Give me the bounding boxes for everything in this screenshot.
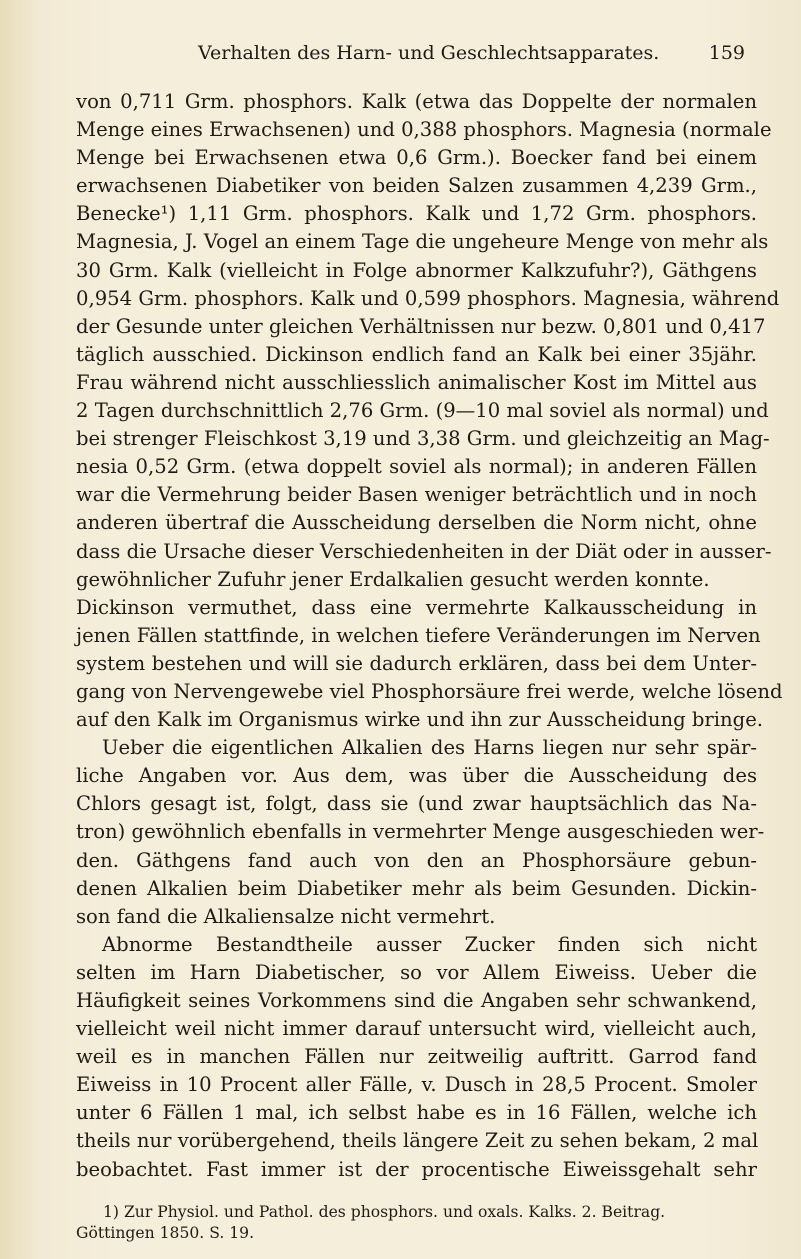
text-line: der Gesunde unter gleichen Verhältnissen nur bezw. 0,801 und 0,417 bbox=[76, 314, 766, 338]
text-line: auf den Kalk im Organismus wirke und ihn zur Ausscheidung bringe. bbox=[76, 708, 764, 732]
text-line: system bestehen und will sie dadurch erklären, dass bei dem Unter- bbox=[76, 651, 757, 675]
text-line: tron) gewöhnlich ebenfalls in vermehrter Menge ausgeschieden wer- bbox=[76, 820, 765, 844]
text-line: Menge bei Erwachsenen etwa 0,6 Grm.). Boecker fand bei einem bbox=[76, 146, 757, 170]
text-line: Ueber die eigentlichen Alkalien des Harns liegen nur sehr spär- bbox=[102, 736, 757, 760]
text-line: son fand die Alkaliensalze nicht vermehrt. bbox=[76, 904, 496, 928]
text-line: war die Vermehrung beider Basen weniger beträchtlich und in noch bbox=[76, 483, 757, 507]
text-line: Chlors gesagt ist, folgt, dass sie (und zwar hauptsächlich das Na- bbox=[76, 792, 757, 816]
text-line: Frau während nicht ausschliesslich animalischer Kost im Mittel aus bbox=[76, 370, 757, 394]
text-line: liche Angaben vor. Aus dem, was über die Ausscheidung des bbox=[76, 764, 757, 788]
text-line: Dickinson vermuthet, dass eine vermehrte Kalkausscheidung in bbox=[76, 595, 757, 619]
text-line: beobachtet. Fast immer ist der procentische Eiweissgehalt sehr bbox=[76, 1157, 757, 1181]
text-line: 2 Tagen durchschnittlich 2,76 Grm. (9—10 mal soviel als normal) und bbox=[76, 399, 769, 423]
running-header bbox=[76, 42, 757, 72]
footnote-line: Göttingen 1850. S. 19. bbox=[76, 1224, 255, 1242]
text-line: nesia 0,52 Grm. (etwa doppelt soviel als normal); in anderen Fällen bbox=[76, 455, 757, 479]
text-line: bei strenger Fleischkost 3,19 und 3,38 Grm. und gleichzeitig an Mag- bbox=[76, 427, 770, 451]
text-line: täglich ausschied. Dickinson endlich fand an Kalk bei einer 35jähr. bbox=[76, 342, 757, 366]
text-line: von 0,711 Grm. phosphors. Kalk (etwa das Doppelte der normalen bbox=[76, 90, 757, 113]
text-line: gang von Nervengewebe viel Phosphorsäure frei werde, welche lösend bbox=[76, 679, 783, 703]
text-line: jenen Fällen stattfinde, in welchen tiefere Veränderungen im Nerven bbox=[76, 623, 761, 647]
text-line: anderen übertraf die Ausscheidung derselben die Norm nicht, ohne bbox=[76, 511, 757, 535]
text-line: 0,954 Grm. phosphors. Kalk und 0,599 phosphors. Magnesia, während bbox=[76, 286, 780, 310]
text-line: 30 Grm. Kalk (vielleicht in Folge abnormer Kalkzufuhr?), Gäthgens bbox=[76, 258, 757, 282]
text-line: Abnorme Bestandtheile ausser Zucker finden sich nicht bbox=[102, 932, 757, 956]
body-text bbox=[76, 88, 783, 1184]
page-number: 159 bbox=[708, 42, 745, 64]
text-line: dass die Ursache dieser Verschiedenheiten in der Diät oder in ausser- bbox=[76, 539, 772, 563]
running-title: Verhalten des Harn- und Geschlechtsapparates. bbox=[198, 42, 660, 64]
text-line: Häufigkeit seines Vorkommens sind die Angaben sehr schwankend, bbox=[76, 989, 757, 1012]
footnote bbox=[76, 1202, 757, 1244]
text-line: den. Gäthgens fand auch von den an Phosphorsäure gebun- bbox=[76, 848, 757, 872]
text-line: Magnesia, J. Vogel an einem Tage die ungeheure Menge von mehr als bbox=[76, 230, 769, 254]
text-line: denen Alkalien beim Diabetiker mehr als beim Gesunden. Dickin- bbox=[76, 876, 757, 900]
text-line: selten im Harn Diabetischer, so vor Allem Eiweiss. Ueber die bbox=[76, 960, 757, 984]
text-line: gewöhnlicher Zufuhr jener Erdalkalien gesucht werden konnte. bbox=[76, 567, 710, 591]
text-line: theils nur vorübergehend, theils längere Zeit zu sehen bekam, 2 mal bbox=[76, 1129, 759, 1153]
text-line: Menge eines Erwachsenen) und 0,388 phosphors. Magnesia (normale bbox=[76, 118, 772, 142]
text-line: erwachsenen Diabetiker von beiden Salzen zusammen 4,239 Grm., bbox=[76, 174, 757, 198]
text-line: Benecke¹) 1,11 Grm. phosphors. Kalk und 1,72 Grm. phosphors. bbox=[76, 202, 757, 226]
text-line: unter 6 Fällen 1 mal, ich selbst habe es in 16 Fällen, welche ich bbox=[76, 1101, 757, 1125]
footnote-line: 1) Zur Physiol. und Pathol. des phosphors. und oxals. Kalks. 2. Beitrag. bbox=[103, 1203, 666, 1221]
text-line: vielleicht weil nicht immer darauf untersucht wird, vielleicht auch, bbox=[76, 1017, 757, 1041]
text-line: weil es in manchen Fällen nur zeitweilig auftritt. Garrod fand bbox=[76, 1045, 757, 1069]
text-line: Eiweiss in 10 Procent aller Fälle, v. Dusch in 28,5 Procent. Smoler bbox=[76, 1073, 757, 1097]
